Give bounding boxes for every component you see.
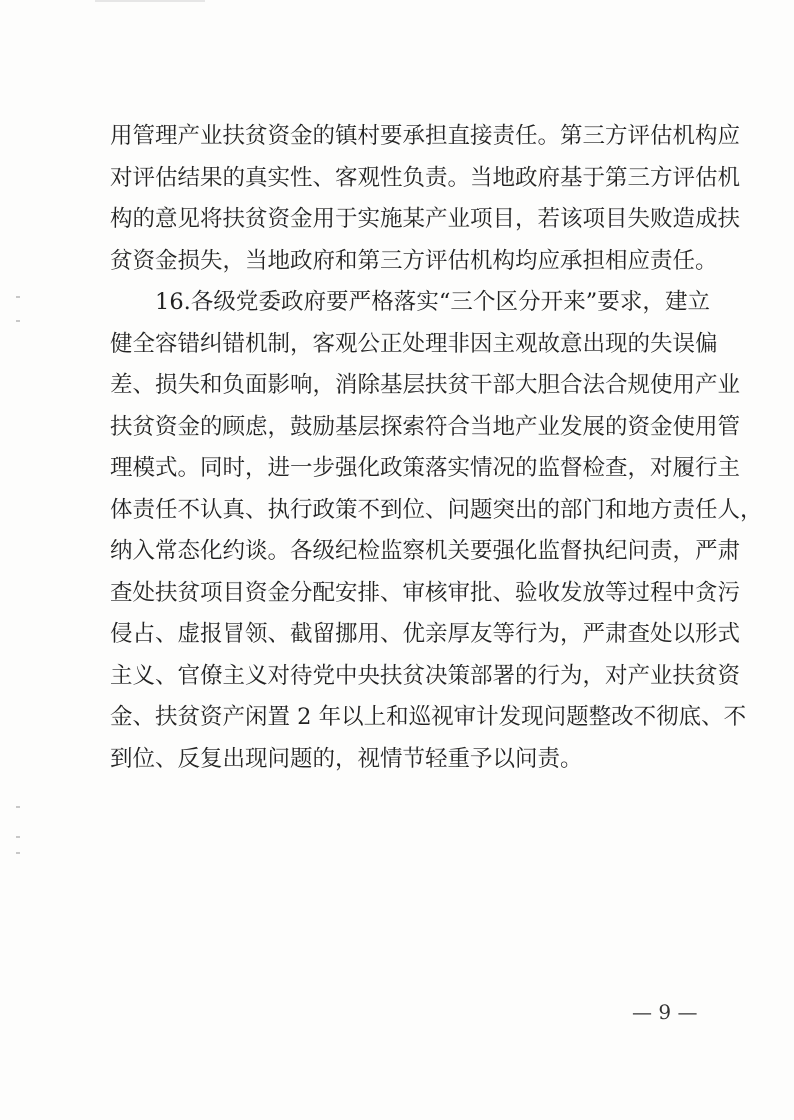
- binding-mark: [16, 852, 20, 854]
- binding-mark: [16, 806, 20, 808]
- text-line: 对评估结果的真实性、客观性负责。当地政府基于第三方评估机: [110, 164, 741, 191]
- text-line: 贫资金损失，当地政府和第三方评估机构均应承担相应责任。: [110, 247, 718, 274]
- text-line: 到位、反复出现问题的，视情节轻重予以问责。: [110, 745, 583, 772]
- page-number: — 9 —: [632, 1000, 698, 1024]
- text-line: 理模式。同时，进一步强化政策落实情况的监督检查，对履行主: [110, 455, 741, 481]
- text-line: 主义、官僚主义对待党中央扶贫决策部署的行为，对产业扶贫资: [110, 662, 741, 689]
- text-line: 构的意见将扶贫资金用于实施某产业项目，若该项目失败造成扶: [110, 206, 741, 232]
- text-line: 金、扶贫资产闲置 2 年以上和巡视审计发现问题整改不彻底、不: [110, 704, 747, 730]
- binding-mark: [16, 836, 20, 838]
- text-line: 用管理产业扶贫资金的镇村要承担直接责任。第三方评估机构应: [110, 123, 741, 149]
- text-line: 查处扶贫项目资金分配安排、审核审批、验收发放等过程中贪污: [110, 579, 741, 606]
- text-line: 侵占、虚报冒领、截留挪用、优亲厚友等行为，严肃查处以形式: [110, 621, 741, 647]
- text-line: 体责任不认真、执行政策不到位、问题突出的部门和地方责任人，: [110, 496, 763, 523]
- text-line: 差、损失和负面影响，消除基层扶贫干部大胆合法合规使用产业: [110, 372, 741, 398]
- text-line: 健全容错纠错机制，客观公正处理非因主观故意出现的失误偏: [110, 330, 718, 357]
- document-body: [110, 116, 763, 780]
- paragraph-16-first-line: 16.各级党委政府要严格落实“三个区分开来”要求，建立: [155, 289, 710, 315]
- binding-mark: [16, 320, 20, 322]
- text-line: 纳入常态化约谈。各级纪检监察机关要强化监督执纪问责，严肃: [110, 538, 741, 564]
- binding-mark: [16, 296, 20, 298]
- text-line: 扶贫资金的顾虑，鼓励基层探索符合当地产业发展的资金使用管: [110, 413, 741, 440]
- top-edge-mark: [95, 0, 205, 2]
